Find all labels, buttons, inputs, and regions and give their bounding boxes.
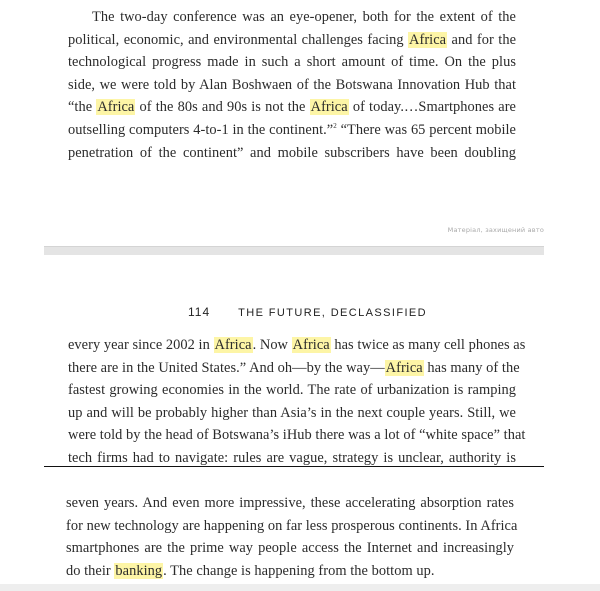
text-line: political, economic, and environmental challenges facing Africa and for the	[68, 31, 517, 48]
text-line: up and will be probably higher than Asia’s in the next couple years. Still, we	[68, 404, 516, 421]
text-line: outselling computers 4-to-1 in the continent.”$^2$ “There was 65 percent mobile	[68, 121, 516, 138]
page-number: 114	[188, 305, 211, 319]
search-highlight: Africa	[385, 359, 423, 376]
text-line: technological progress made in such a short amount of time. On the plus	[68, 54, 516, 71]
text-line: fastest growing economies in the world. The rate of urbanization is ramping	[68, 382, 516, 399]
text-line: were told by the head of Botswana’s iHub there was a lot of “white space” that	[68, 427, 526, 444]
search-highlight: Africa	[214, 337, 252, 353]
text-line: smartphones are the prime way people access the Internet and increasingly	[66, 540, 514, 557]
bottom-paragraph	[66, 492, 518, 582]
footnote-marker[interactable]: 2	[333, 121, 337, 130]
text-line: seven years. And even more impressive, these accelerating absorption rates	[66, 495, 514, 511]
page-bottom-edge	[0, 584, 600, 591]
search-highlight: banking	[115, 562, 163, 579]
search-highlight: Africa	[409, 31, 447, 48]
middle-paragraph	[68, 334, 526, 470]
copyright-watermark: Матеріал, захищений авто	[447, 226, 544, 234]
text-line: The two-day conference was an eye-opener, both for the extent of the	[92, 9, 516, 25]
text-line: there are in the United States.” And oh—by the way—Africa has many of the	[68, 359, 520, 376]
text-line: penetration of the continent” and mobile subscribers have been doubling	[68, 144, 516, 161]
text-line: do their banking. The change is happening from the bottom up.	[66, 562, 435, 579]
running-head	[188, 305, 427, 319]
search-highlight: Africa	[310, 99, 348, 116]
text-line: for new technology are happening on far less prosperous continents. In Africa	[66, 517, 518, 534]
text-line: “the Africa of the 80s and 90s is not the Africa of today.…Smartphones are	[68, 99, 516, 116]
section-cut-rule	[44, 466, 544, 467]
search-highlight: Africa	[97, 99, 135, 116]
text-line: tech firms had to navigate: rules are vague, strategy is unclear, authority is	[68, 449, 516, 466]
page-divider	[44, 246, 544, 255]
book-title: THE FUTURE, DECLASSIFIED	[238, 307, 427, 319]
text-line: side, we were told by Alan Boshwaen of the Botswana Innovation Hub that	[68, 76, 516, 93]
search-highlight: Africa	[292, 337, 330, 353]
top-paragraph	[68, 6, 516, 164]
text-line: every year since 2002 in Africa. Now Africa has twice as many cell phones as	[68, 337, 526, 353]
